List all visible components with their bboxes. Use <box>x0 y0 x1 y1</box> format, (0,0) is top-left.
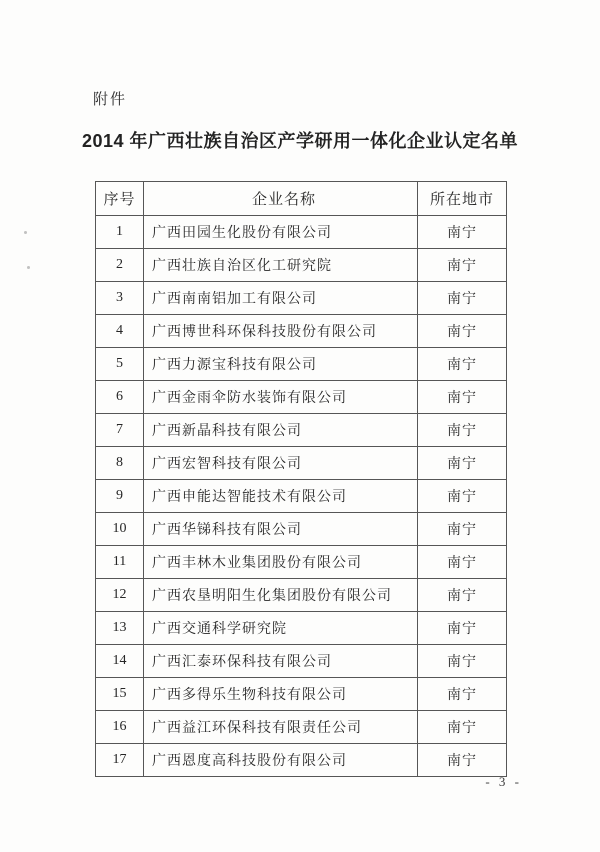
row-serial-number: 7 <box>96 414 144 447</box>
row-company-name: 广西南南铝加工有限公司 <box>144 282 418 315</box>
row-serial-number: 15 <box>96 678 144 711</box>
row-company-name: 广西益江环保科技有限责任公司 <box>144 711 418 744</box>
row-city: 南宁 <box>418 249 507 282</box>
row-city: 南宁 <box>418 315 507 348</box>
row-company-name: 广西新晶科技有限公司 <box>144 414 418 447</box>
row-company-name: 广西博世科环保科技股份有限公司 <box>144 315 418 348</box>
header-city: 所在地市 <box>418 182 507 216</box>
row-city: 南宁 <box>418 414 507 447</box>
row-serial-number: 6 <box>96 381 144 414</box>
row-company-name: 广西壮族自治区化工研究院 <box>144 249 418 282</box>
page-number: - 3 - <box>485 774 522 789</box>
row-city: 南宁 <box>418 282 507 315</box>
row-company-name: 广西农垦明阳生化集团股份有限公司 <box>144 579 418 612</box>
table-row <box>96 711 507 744</box>
table-row <box>96 744 507 777</box>
row-serial-number: 5 <box>96 348 144 381</box>
row-company-name: 广西丰林木业集团股份有限公司 <box>144 546 418 579</box>
row-serial-number: 1 <box>96 216 144 249</box>
table-row <box>96 579 507 612</box>
table-row <box>96 645 507 678</box>
row-city: 南宁 <box>418 678 507 711</box>
row-city: 南宁 <box>418 645 507 678</box>
row-city: 南宁 <box>418 711 507 744</box>
table-row <box>96 480 507 513</box>
row-serial-number: 9 <box>96 480 144 513</box>
row-company-name: 广西宏智科技有限公司 <box>144 447 418 480</box>
row-city: 南宁 <box>418 513 507 546</box>
row-serial-number: 3 <box>96 282 144 315</box>
row-company-name: 广西汇泰环保科技有限公司 <box>144 645 418 678</box>
table-row <box>96 348 507 381</box>
header-serial-number: 序号 <box>96 182 144 216</box>
row-city: 南宁 <box>418 348 507 381</box>
row-company-name: 广西华锑科技有限公司 <box>144 513 418 546</box>
row-serial-number: 16 <box>96 711 144 744</box>
row-serial-number: 14 <box>96 645 144 678</box>
row-serial-number: 17 <box>96 744 144 777</box>
table-row <box>96 381 507 414</box>
company-table-header <box>96 182 507 216</box>
page-title: 2014 年广西壮族自治区产学研用一体化企业认定名单 <box>81 131 519 151</box>
row-serial-number: 12 <box>96 579 144 612</box>
table-row <box>96 513 507 546</box>
row-city: 南宁 <box>418 447 507 480</box>
company-table <box>95 181 507 777</box>
row-company-name: 广西金雨伞防水装饰有限公司 <box>144 381 418 414</box>
row-company-name: 广西田园生化股份有限公司 <box>144 216 418 249</box>
scan-speck <box>24 231 27 234</box>
table-row <box>96 315 507 348</box>
row-company-name: 广西申能达智能技术有限公司 <box>144 480 418 513</box>
table-row <box>96 282 507 315</box>
row-serial-number: 8 <box>96 447 144 480</box>
row-city: 南宁 <box>418 480 507 513</box>
header-company-name: 企业名称 <box>144 182 418 216</box>
row-city: 南宁 <box>418 612 507 645</box>
header-row <box>96 182 507 216</box>
row-company-name: 广西多得乐生物科技有限公司 <box>144 678 418 711</box>
row-company-name: 广西恩度高科技股份有限公司 <box>144 744 418 777</box>
row-serial-number: 4 <box>96 315 144 348</box>
table-row <box>96 216 507 249</box>
row-city: 南宁 <box>418 216 507 249</box>
row-city: 南宁 <box>418 381 507 414</box>
attachment-label: 附件 <box>93 92 128 108</box>
row-company-name: 广西力源宝科技有限公司 <box>144 348 418 381</box>
row-city: 南宁 <box>418 579 507 612</box>
table-row <box>96 249 507 282</box>
row-city: 南宁 <box>418 546 507 579</box>
company-table-body <box>96 216 507 777</box>
row-serial-number: 2 <box>96 249 144 282</box>
scan-speck <box>27 266 30 269</box>
table-row <box>96 414 507 447</box>
row-city: 南宁 <box>418 744 507 777</box>
table-row <box>96 612 507 645</box>
row-serial-number: 11 <box>96 546 144 579</box>
table-row <box>96 447 507 480</box>
table-row <box>96 546 507 579</box>
row-serial-number: 13 <box>96 612 144 645</box>
row-serial-number: 10 <box>96 513 144 546</box>
row-company-name: 广西交通科学研究院 <box>144 612 418 645</box>
table-row <box>96 678 507 711</box>
